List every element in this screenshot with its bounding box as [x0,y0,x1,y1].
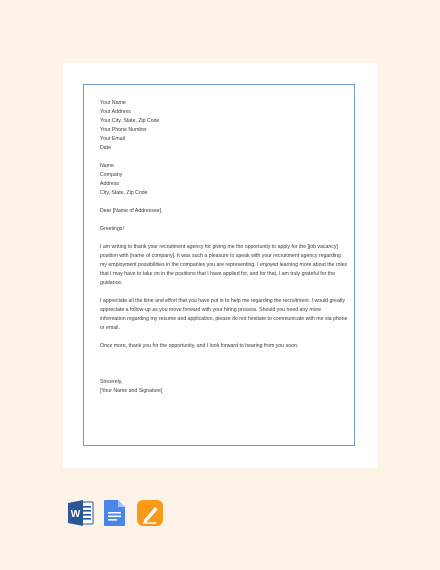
paragraph-2: I appreciate all the time and effort that you have put in to help me regarding the recruitment. I would greatly appreciate a follow-up as you move forward with your hiring process. Should you need any more information regarding my resume and application, please do not hesitate to communicate with me via phone or email. [100,298,348,331]
sender-email: Your Email [100,136,125,142]
paragraph-3: Once more, thank you for the opportunity, and I look forward to hearing from you soon. [100,343,299,349]
paragraph-1: I am writing to thank your recruitment agency for giving me the opportunity to apply for the [job vacancy] position with [name of company]. It was such a pleasure to speak with your recruitment agency regarding my employment possibilities in the companies you are representing. I enjoyed learning more about the roles that I may have to take on in the positions that I have applied for, and for that, I am truly grateful for the guidance. [100,244,348,286]
recipient-name: Name [100,163,114,169]
sender-address: Your Address [100,109,131,115]
svg-text:W: W [70,509,81,520]
greeting: Greetings! [100,226,124,232]
letter-date: Date [100,145,111,151]
sender-block [100,99,348,153]
salutation: Dear [Name of Addressee], [100,208,163,214]
recipient-block [100,162,348,198]
pages-icon[interactable] [137,499,163,527]
google-docs-icon[interactable] [102,499,128,527]
closing: Sincerely, [100,379,123,385]
recipient-city: City, State, Zip Code [100,190,148,196]
letter-body [100,99,348,396]
sender-name: Your Name [100,100,126,106]
recipient-address: Address [100,181,120,187]
sender-phone: Your Phone Number [100,127,147,133]
word-icon[interactable] [68,499,94,527]
recipient-company: Company [100,172,123,178]
sender-city: Your City, State, Zip Code [100,118,160,124]
signature: [Your Name and Signature] [100,388,163,394]
